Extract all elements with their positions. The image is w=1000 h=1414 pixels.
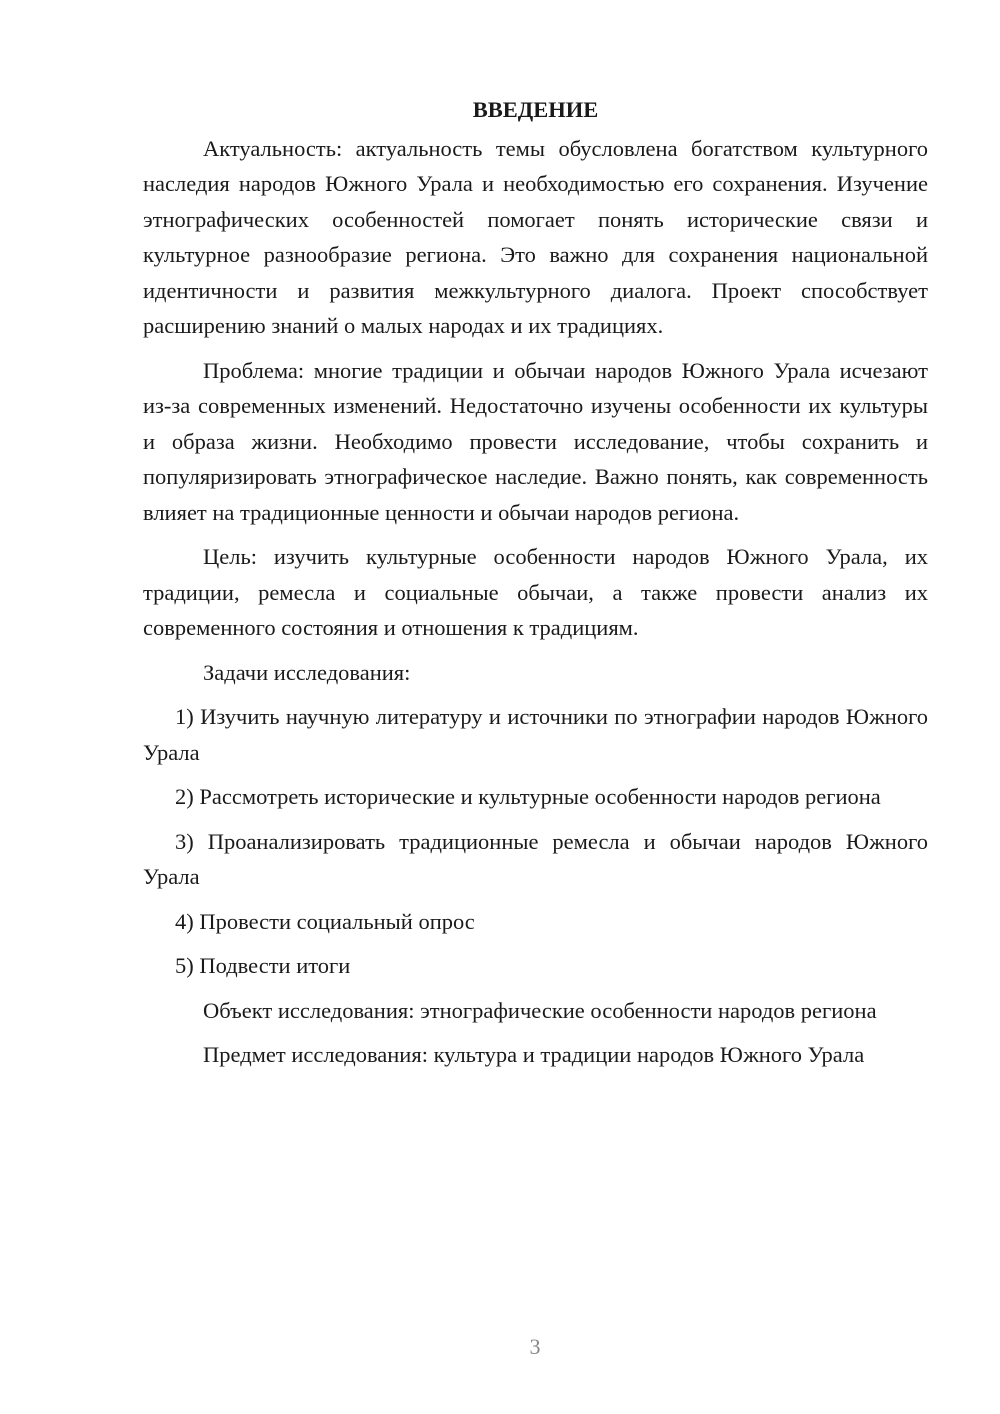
task-item-1: 1) Изучить научную литературу и источники по этнографии народов Южного Урала [143, 704, 928, 765]
relevance-paragraph: Актуальность: актуальность темы обусловлена богатством культурного наследия народов Южного Урала и необходимостью его сохранения. Изучение этнографических особенностей помогает понять исторические связи и культурное разнообразие региона. Это важно для сохранения национальной идентичности и развития межкультурного диалога. Проект способствует расширению знаний о малых народах и их традициях. [143, 135, 928, 338]
page-content [143, 92, 928, 1082]
goal-paragraph: Цель: изучить культурные особенности народов Южного Урала, их традиции, ремесла и социальные обычаи, а также провести анализ их современного состояния и отношения к традициям. [143, 544, 928, 640]
task-item-4: 4) Провести социальный опрос [175, 908, 475, 934]
task-item-5: 5) Подвести итоги [175, 953, 351, 978]
tasks-title: Задачи исследования: [203, 659, 411, 685]
object-paragraph: Объект исследования: этнографические особенности народов региона [203, 997, 877, 1023]
subject-paragraph: Предмет исследования: культура и традиции народов Южного Урала [203, 1042, 865, 1067]
task-item-2: 2) Рассмотреть исторические и культурные особенности народов региона [175, 784, 881, 809]
task-item-3: 3) Проанализировать традиционные ремесла и обычаи народов Южного Урала [143, 828, 928, 889]
section-heading: ВВЕДЕНИЕ [472, 97, 599, 122]
page-number: 3 [529, 1334, 541, 1359]
problem-paragraph: Проблема: многие традиции и обычаи народов Южного Урала исчезают из-за современных изменений. Недостаточно изучены особенности их культуры и образа жизни. Необходимо провести исследование, чтобы сохранить и популяризировать этнографическое наследие. Важно понять, как современность влияет на традиционные ценности и обычаи народов региона. [143, 357, 928, 525]
